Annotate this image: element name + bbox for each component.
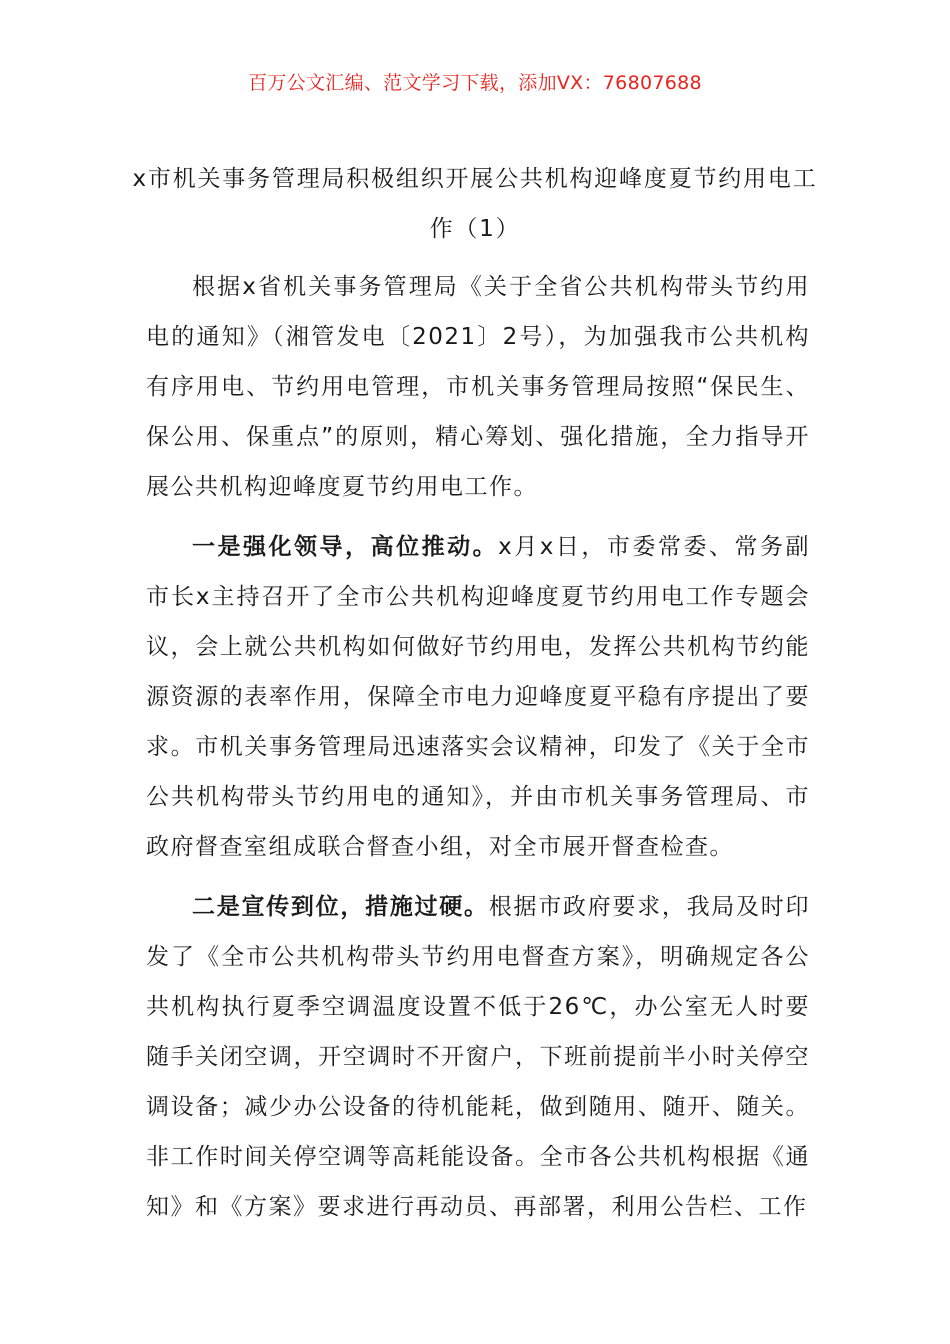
header-banner: 百万公文汇编、范文学习下载，添加VX：76807688 <box>248 72 702 94</box>
paragraph-intro <box>146 262 810 512</box>
paragraph-text: 根据x省机关事务管理局《关于全省公共机构带头节约用电的通知》（湘管发电〔2021〕2号），为加强我市公共机构有序用电、节约用电管理，市机关事务管理局按照“保民生、保公用、保重点”的原则，精心筹划、强化措施，全力指导开展公共机构迎峰度夏节约用电工作。 <box>146 274 810 500</box>
paragraph-text: x月x日，市委常委、常务副市长x主持召开了全市公共机构迎峰度夏节约用电工作专题会议，会上就公共机构如何做好节约用电，发挥公共机构节约能源资源的表率作用，保障全市电力迎峰度夏平稳有序提出了要求。市机关事务管理局迅速落实会议精神，印发了《关于全市公共机构带头节约用电的通知》，并由市机关事务管理局、市政府督查室组成联合督查小组，对全市展开督查检查。 <box>146 534 810 860</box>
document-title: x市机关事务管理局积极组织开展公共机构迎峰度夏节约用电工作（1） <box>132 166 818 242</box>
paragraph-lead: 一是强化领导，高位推动。 <box>192 534 499 560</box>
paragraph-publicity <box>146 882 810 1232</box>
paragraph-text: 根据市政府要求，我局及时印发了《全市公共机构带头节约用电督查方案》，明确规定各公共机构执行夏季空调温度设置不低于26℃，办公室无人时要随手关闭空调，开空调时不开窗户，下班前提前半小时关停空调设备；减少办公设备的待机能耗，做到随用、随开、随关。非工作时间关停空调等高耗能设备。全市各公共机构根据《通知》和《方案》要求进行再动员、再部署，利用公告栏、工作 <box>146 894 811 1220</box>
paragraph-lead: 二是宣传到位，措施过硬。 <box>192 894 489 920</box>
paragraph-leadership <box>146 522 810 872</box>
document-body <box>146 262 810 1242</box>
